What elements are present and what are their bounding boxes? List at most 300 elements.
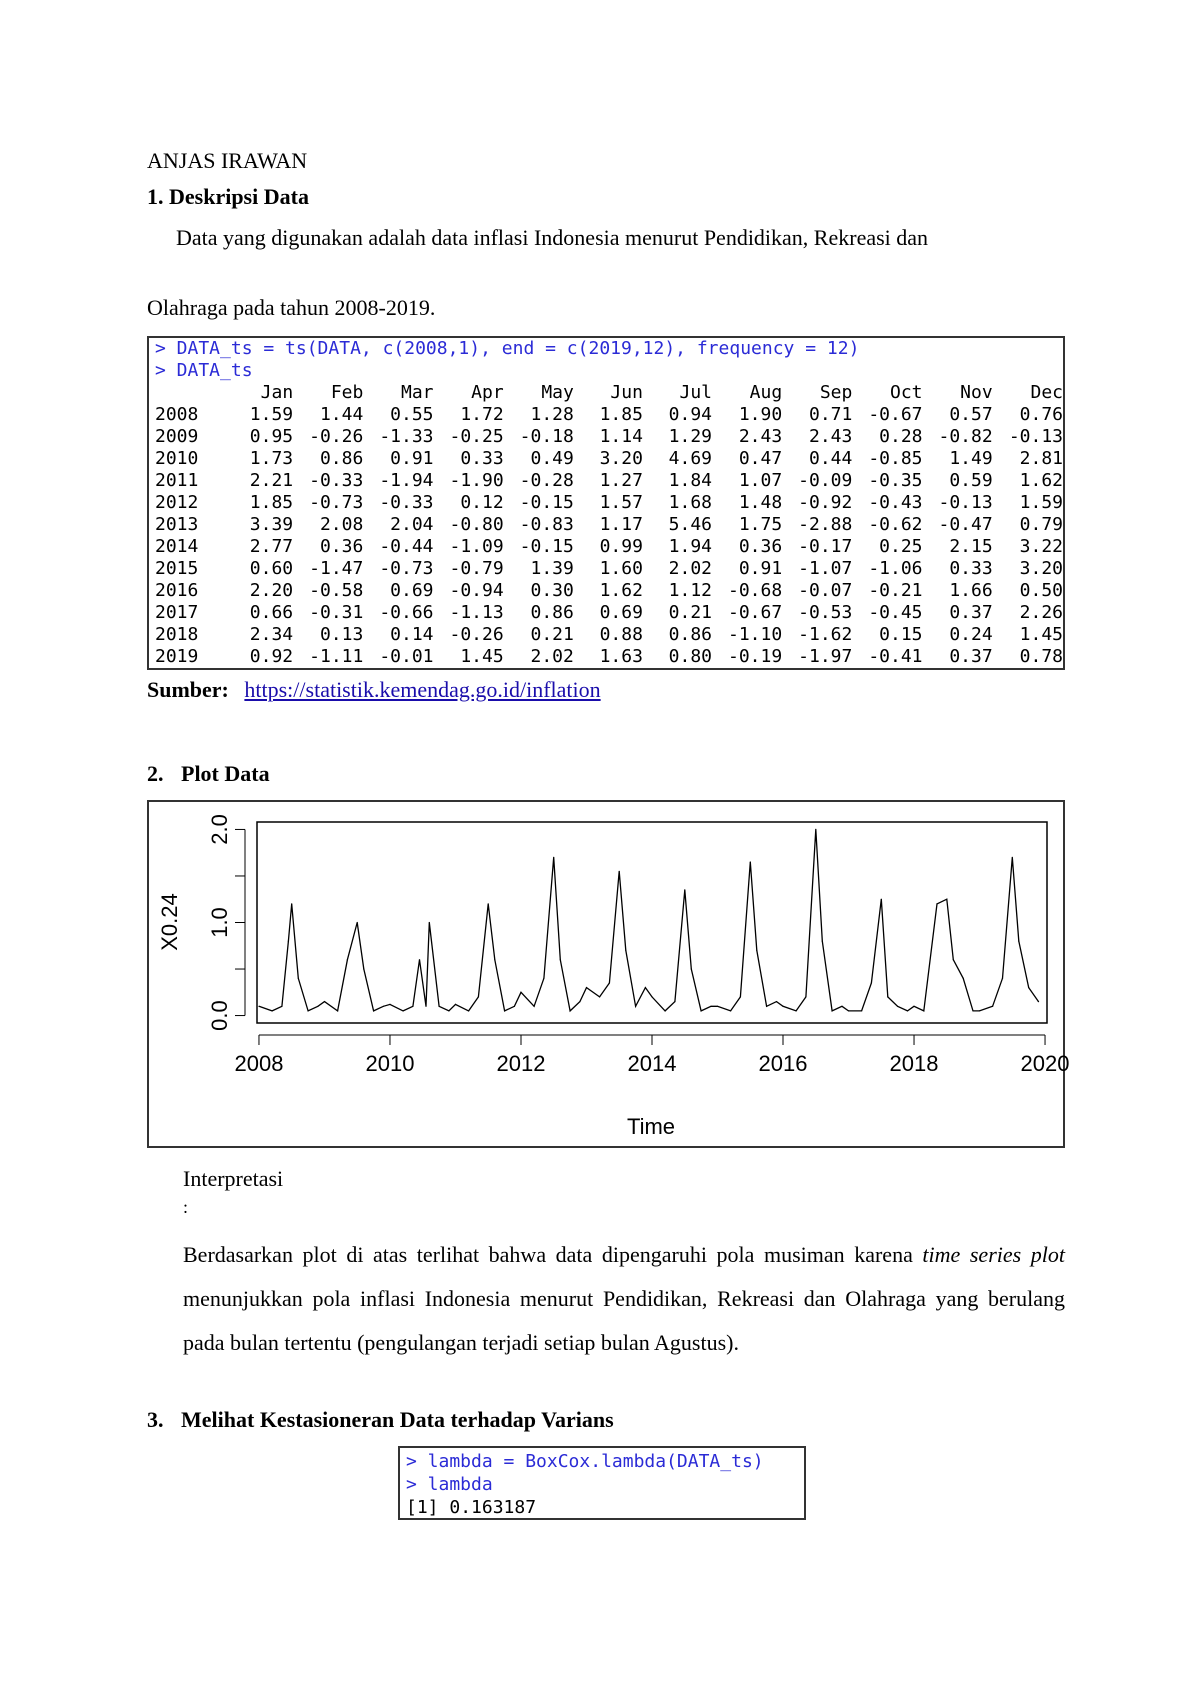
table-cell: 0.79 [1019, 514, 1063, 535]
table-cell: 0.99 [599, 536, 643, 557]
series-point [841, 1006, 842, 1007]
table-cell: 0.86 [319, 448, 364, 469]
interp-text-2: menunjukkan pola inflasi Indonesia menurut Pendidikan, Rekreasi dan Olahraga yang berulang pada bulan tertentu (pengulangan terjadi setiap bulan Agustus). [183, 1286, 1065, 1355]
table-cell: 0.12 [460, 492, 504, 513]
table-cell: 0.91 [738, 558, 783, 579]
table-row [155, 470, 1063, 492]
table-cell: -0.82 [938, 426, 993, 447]
month-header-apr: Apr [471, 382, 504, 403]
table-cell: 1.27 [599, 470, 643, 491]
series-point [1012, 857, 1013, 858]
table-cell: -0.26 [309, 426, 364, 447]
table-cell: -0.80 [449, 514, 504, 535]
month-header-jan: Jan [260, 382, 294, 403]
table-cell: -0.73 [379, 558, 434, 579]
table-cell: -0.13 [1008, 426, 1063, 447]
table-cell: 1.85 [249, 492, 294, 513]
r-console-lambda [398, 1446, 806, 1520]
table-cell: -1.06 [868, 558, 923, 579]
series-point [756, 950, 757, 951]
table-cell: 1.07 [738, 470, 783, 491]
month-header-dec: Dec [1030, 382, 1063, 403]
table-cell: -1.09 [449, 536, 504, 557]
source-label: Sumber: [147, 677, 229, 702]
table-row [155, 558, 1063, 580]
author-name: ANJAS IRAWAN [147, 148, 308, 173]
table-cell: 1.49 [949, 448, 993, 469]
series-point [291, 903, 292, 904]
series-point [373, 1010, 374, 1011]
month-header-aug: Aug [749, 382, 783, 403]
table-cell: 3.20 [1019, 558, 1063, 579]
series-point [750, 861, 751, 862]
lambda-command-2: > lambda [406, 1474, 493, 1495]
table-cell: 0.69 [390, 580, 434, 601]
table-cell: 0.37 [949, 602, 993, 623]
table-cell: 0.44 [808, 448, 853, 469]
table-cell: -0.01 [379, 646, 434, 667]
table-cell: 0.47 [738, 448, 783, 469]
y-axis [207, 814, 245, 1031]
table-cell: -1.07 [798, 558, 853, 579]
section-1-heading [147, 183, 309, 211]
series-point [298, 978, 299, 979]
series-point [861, 1010, 862, 1011]
table-cell: 0.95 [249, 426, 294, 447]
series-point [1028, 987, 1029, 988]
table-cell: 0.91 [390, 448, 434, 469]
table-cell: 2.81 [1019, 448, 1063, 469]
table-cell: -1.90 [449, 470, 504, 491]
table-row [155, 624, 1063, 646]
table-cell: 1.62 [1019, 470, 1063, 491]
series-point [907, 1010, 908, 1011]
month-header-mar: Mar [400, 382, 434, 403]
series-point [389, 1004, 390, 1005]
table-cell: 3.39 [249, 514, 294, 535]
table-cell: 1.45 [460, 646, 504, 667]
table-cell: 2.20 [249, 580, 294, 601]
table-cell: 0.21 [668, 602, 712, 623]
table-cell: 1.63 [599, 646, 643, 667]
table-cell: -0.15 [519, 492, 574, 513]
table-cell: 3.22 [1019, 536, 1063, 557]
section-1-para2: Olahraga pada tahun 2008-2019. [147, 295, 436, 320]
table-cell: 2.43 [808, 426, 853, 447]
row-year: 2019 [155, 646, 199, 667]
table-cell: -0.85 [868, 448, 923, 469]
interp-text-1: Berdasarkan plot di atas terlihat bahwa data dipengaruhi pola musiman karena [183, 1242, 913, 1267]
table-cell: 0.33 [949, 558, 993, 579]
table-cell: 2.02 [668, 558, 712, 579]
table-cell: 0.66 [249, 602, 294, 623]
plot-frame [147, 800, 1070, 1148]
series-point [979, 1010, 980, 1011]
table-cell: 1.66 [949, 580, 993, 601]
interp-label: Interpretasi [183, 1166, 284, 1191]
series-point [383, 1006, 384, 1007]
table-row [155, 404, 1063, 426]
table-cell: -1.13 [449, 602, 504, 623]
series-point [478, 996, 479, 997]
series-point [782, 1006, 783, 1007]
table-cell: 0.69 [599, 602, 643, 623]
series-point [805, 996, 806, 997]
y-tick-label: 1.0 [207, 907, 232, 938]
x-tick-label: 2014 [627, 1051, 677, 1076]
series-point [619, 871, 620, 872]
series-point [1002, 978, 1003, 979]
series-point [419, 959, 420, 960]
table-cell: -0.21 [868, 580, 923, 601]
table-cell: 2.21 [249, 470, 294, 491]
series-points [258, 829, 1039, 1012]
month-header-jun: Jun [610, 382, 643, 403]
source-link[interactable]: https://statistik.kemendag.go.id/inflation [244, 677, 601, 702]
series-point [651, 996, 652, 997]
series-point [871, 982, 872, 983]
table-cell: 1.44 [319, 404, 364, 425]
series-point [504, 1010, 505, 1011]
series-point [272, 1010, 273, 1011]
series-point [258, 1006, 259, 1007]
section-3-heading [147, 1406, 614, 1434]
series-line [259, 829, 1039, 1011]
series-point [324, 1001, 325, 1002]
table-cell: 0.13 [319, 624, 364, 645]
series-point [972, 1010, 973, 1011]
table-cell: 0.76 [1019, 404, 1063, 425]
table-cell: 0.78 [1019, 646, 1063, 667]
series-point [586, 987, 587, 988]
table-cell: 4.69 [668, 448, 712, 469]
row-year: 2018 [155, 624, 199, 645]
table-cell: 0.49 [530, 448, 574, 469]
table-cell: 0.36 [738, 536, 783, 557]
table-cell: 2.08 [319, 514, 364, 535]
table-cell: 1.94 [668, 536, 712, 557]
section-2-number: 2. [147, 761, 164, 786]
series-point [347, 959, 348, 960]
y-tick-label: 2.0 [207, 814, 232, 845]
x-tick-label: 2016 [758, 1051, 808, 1076]
row-year: 2011 [155, 470, 199, 491]
series-point [710, 1006, 711, 1007]
series-point [691, 968, 692, 969]
table-cell: -0.31 [309, 602, 364, 623]
table-cell: -0.41 [868, 646, 923, 667]
table-cell: -0.73 [309, 492, 364, 513]
interp-paragraph [183, 1233, 1065, 1365]
console-command-2: > DATA_ts [155, 360, 253, 381]
table-cell: 0.36 [319, 536, 364, 557]
series-point [740, 996, 741, 997]
table-cell: -0.53 [798, 602, 853, 623]
time-series-chart [149, 802, 1070, 1146]
table-cell: -0.45 [868, 602, 923, 623]
month-header-sep: Sep [819, 382, 853, 403]
table-cell: 1.14 [599, 426, 643, 447]
table-cell: -0.67 [868, 404, 923, 425]
table-row [155, 492, 1063, 514]
table-cell: 0.94 [668, 404, 712, 425]
table-row [155, 514, 1063, 536]
series-point [766, 1006, 767, 1007]
series-point [913, 1006, 914, 1007]
table-cell: 2.26 [1019, 602, 1063, 623]
lambda-output-value: 0.163187 [449, 1497, 537, 1518]
table-cell: 1.45 [1019, 624, 1063, 645]
table-cell: 1.12 [668, 580, 712, 601]
table-cell: -1.94 [379, 470, 434, 491]
table-cell: 5.46 [668, 514, 712, 535]
series-point [288, 941, 289, 942]
series-point [609, 982, 610, 983]
table-cell: -0.26 [449, 624, 504, 645]
table-cell: -0.33 [379, 492, 434, 513]
series-point [635, 1006, 636, 1007]
table-row [155, 580, 1063, 602]
table-cell: 0.24 [949, 624, 993, 645]
series-point [543, 978, 544, 979]
table-cell: 0.50 [1019, 580, 1063, 601]
series-point [848, 1010, 849, 1011]
series-point [815, 829, 816, 830]
series-point [281, 1006, 282, 1007]
series-point [534, 1006, 535, 1007]
table-cell: -0.17 [798, 536, 853, 557]
table-cell: 2.02 [530, 646, 574, 667]
table-cell: 0.28 [879, 426, 923, 447]
table-cell: -0.94 [449, 580, 504, 601]
series-point [992, 1006, 993, 1007]
table-row [155, 536, 1063, 558]
table-cell: 1.57 [599, 492, 643, 513]
series-point [514, 1006, 515, 1007]
table-cell: -0.35 [868, 470, 923, 491]
table-cell: 1.29 [668, 426, 712, 447]
plot-area-border [257, 822, 1047, 1023]
table-cell: 2.34 [249, 624, 294, 645]
series-point [684, 889, 685, 890]
x-tick-label: 2010 [365, 1051, 415, 1076]
table-cell: -0.66 [379, 602, 434, 623]
table-cell: 3.20 [599, 448, 643, 469]
table-cell: 1.84 [668, 470, 712, 491]
series-point [665, 1010, 666, 1011]
table-cell: 1.90 [738, 404, 783, 425]
table-row [155, 426, 1063, 448]
x-tick-label: 2008 [234, 1051, 284, 1076]
table-cell: -0.25 [449, 426, 504, 447]
section-1-para1: Data yang digunakan adalah data inflasi Indonesia menurut Pendidikan, Rekreasi dan [176, 225, 929, 250]
table-cell: -0.92 [798, 492, 853, 513]
series-point [936, 903, 937, 904]
table-cell: -1.47 [309, 558, 364, 579]
series-point [832, 1010, 833, 1011]
source-line [147, 676, 601, 704]
table-cell: 2.43 [738, 426, 783, 447]
lambda-output-index: [1] [406, 1497, 439, 1518]
table-cell: -0.18 [519, 426, 574, 447]
table-cell: -1.33 [379, 426, 434, 447]
table-cell: 0.15 [879, 624, 923, 645]
table-cell: 1.17 [599, 514, 643, 535]
series-point [357, 922, 358, 923]
series-point [570, 1010, 571, 1011]
table-cell: -0.44 [379, 536, 434, 557]
lambda-command-1: > lambda = BoxCox.lambda(DATA_ts) [406, 1451, 764, 1472]
series-point [337, 1010, 338, 1011]
series-point [494, 959, 495, 960]
series-point [897, 1006, 898, 1007]
table-cell: -0.15 [519, 536, 574, 557]
row-year: 2015 [155, 558, 199, 579]
x-tick-label: 2018 [889, 1051, 939, 1076]
table-cell: 0.37 [949, 646, 993, 667]
series-point [455, 1004, 456, 1005]
series-point [881, 899, 882, 900]
series-point [625, 950, 626, 951]
y-tick-label: 0.0 [207, 1000, 232, 1031]
series-point [717, 1006, 718, 1007]
table-row [155, 646, 1063, 668]
table-cell: -0.28 [519, 470, 574, 491]
ts-table [155, 382, 1063, 668]
table-cell: 0.86 [668, 624, 712, 645]
series-point [412, 1006, 413, 1007]
ts-table-header [155, 382, 1063, 404]
table-cell: 0.57 [949, 404, 993, 425]
table-cell: -0.62 [868, 514, 923, 535]
month-header-may: May [541, 382, 574, 403]
table-cell: 0.80 [668, 646, 712, 667]
series-point [553, 857, 554, 858]
table-cell: -0.83 [519, 514, 574, 535]
table-cell: 0.88 [599, 624, 643, 645]
row-year: 2012 [155, 492, 199, 513]
series-point [796, 1010, 797, 1011]
table-cell: 2.15 [949, 536, 993, 557]
table-cell: 1.72 [460, 404, 504, 425]
table-cell: 1.39 [530, 558, 574, 579]
table-row [155, 602, 1063, 624]
x-tick-label: 2012 [496, 1051, 546, 1076]
series-point [308, 1010, 309, 1011]
series-point [403, 1010, 404, 1011]
table-cell: 0.86 [530, 602, 574, 623]
table-cell: -1.11 [309, 646, 364, 667]
x-axis [234, 1035, 1069, 1076]
series-point [520, 992, 521, 993]
table-cell: 0.60 [249, 558, 294, 579]
table-cell: 0.92 [249, 646, 294, 667]
table-cell: 0.25 [879, 536, 923, 557]
table-cell: 0.33 [460, 448, 504, 469]
series-point [674, 1001, 675, 1002]
table-cell: -0.19 [727, 646, 783, 667]
table-cell: -0.13 [938, 492, 993, 513]
section-3-title: Melihat Kestasioneran Data terhadap Varians [181, 1407, 614, 1432]
series-point [946, 899, 947, 900]
row-year: 2008 [155, 404, 199, 425]
table-cell: -0.67 [727, 602, 783, 623]
table-cell: 0.14 [390, 624, 434, 645]
table-cell: 2.04 [390, 514, 434, 535]
console-command-1: > DATA_ts = ts(DATA, c(2008,1), end = c(2019,12), frequency = 12) [155, 338, 860, 359]
table-cell: -0.79 [449, 558, 504, 579]
table-cell: 1.68 [668, 492, 712, 513]
series-point [776, 1001, 777, 1002]
table-cell: 0.21 [530, 624, 574, 645]
series-point [599, 996, 600, 997]
r-console-ts [147, 336, 1065, 670]
row-year: 2009 [155, 426, 199, 447]
lambda-output [406, 1496, 804, 1519]
y-axis-label: X0.24 [157, 893, 182, 951]
table-cell: 1.75 [738, 514, 783, 535]
series-point [953, 959, 954, 960]
table-cell: -1.97 [798, 646, 853, 667]
series-point [963, 978, 964, 979]
section-1-number: 1. [147, 184, 164, 209]
table-cell: 1.59 [249, 404, 294, 425]
series-point [439, 1006, 440, 1007]
table-cell: 2.77 [249, 536, 294, 557]
series-point [448, 1010, 449, 1011]
month-header-oct: Oct [890, 382, 923, 403]
table-cell: -0.47 [938, 514, 993, 535]
month-header-jul: Jul [679, 382, 712, 403]
section-1-title: Deskripsi Data [169, 184, 309, 209]
x-axis-label: Time [626, 1114, 676, 1139]
series-point [363, 968, 364, 969]
table-cell: -0.33 [309, 470, 364, 491]
series-point [822, 941, 823, 942]
row-year: 2010 [155, 448, 199, 469]
table-cell: 1.28 [530, 404, 574, 425]
table-cell: -0.68 [727, 580, 783, 601]
table-cell: -1.10 [727, 624, 783, 645]
table-cell: -1.62 [798, 624, 853, 645]
table-cell: 0.71 [808, 404, 853, 425]
series-point [425, 1006, 426, 1007]
series-point [701, 1010, 702, 1011]
section-3-number: 3. [147, 1407, 164, 1432]
table-cell: 1.62 [599, 580, 643, 601]
series-point [579, 1001, 580, 1002]
series-point [468, 1010, 469, 1011]
table-cell: 1.73 [249, 448, 294, 469]
table-cell: -2.88 [798, 514, 853, 535]
table-row [155, 448, 1063, 470]
table-cell: -0.07 [798, 580, 853, 601]
series-point [645, 987, 646, 988]
table-cell: -0.58 [309, 580, 364, 601]
series-point [317, 1006, 318, 1007]
x-tick-label: 2020 [1020, 1051, 1070, 1076]
interp-emphasis: time series plot [922, 1242, 1065, 1267]
row-year: 2014 [155, 536, 199, 557]
series-point [730, 1010, 731, 1011]
table-cell: 1.60 [599, 558, 643, 579]
table-cell: 0.30 [530, 580, 574, 601]
section-2-title: Plot Data [181, 761, 270, 786]
series-point [488, 903, 489, 904]
series-point [429, 922, 430, 923]
series-point [1018, 941, 1019, 942]
interp-colon: : [183, 1197, 189, 1217]
